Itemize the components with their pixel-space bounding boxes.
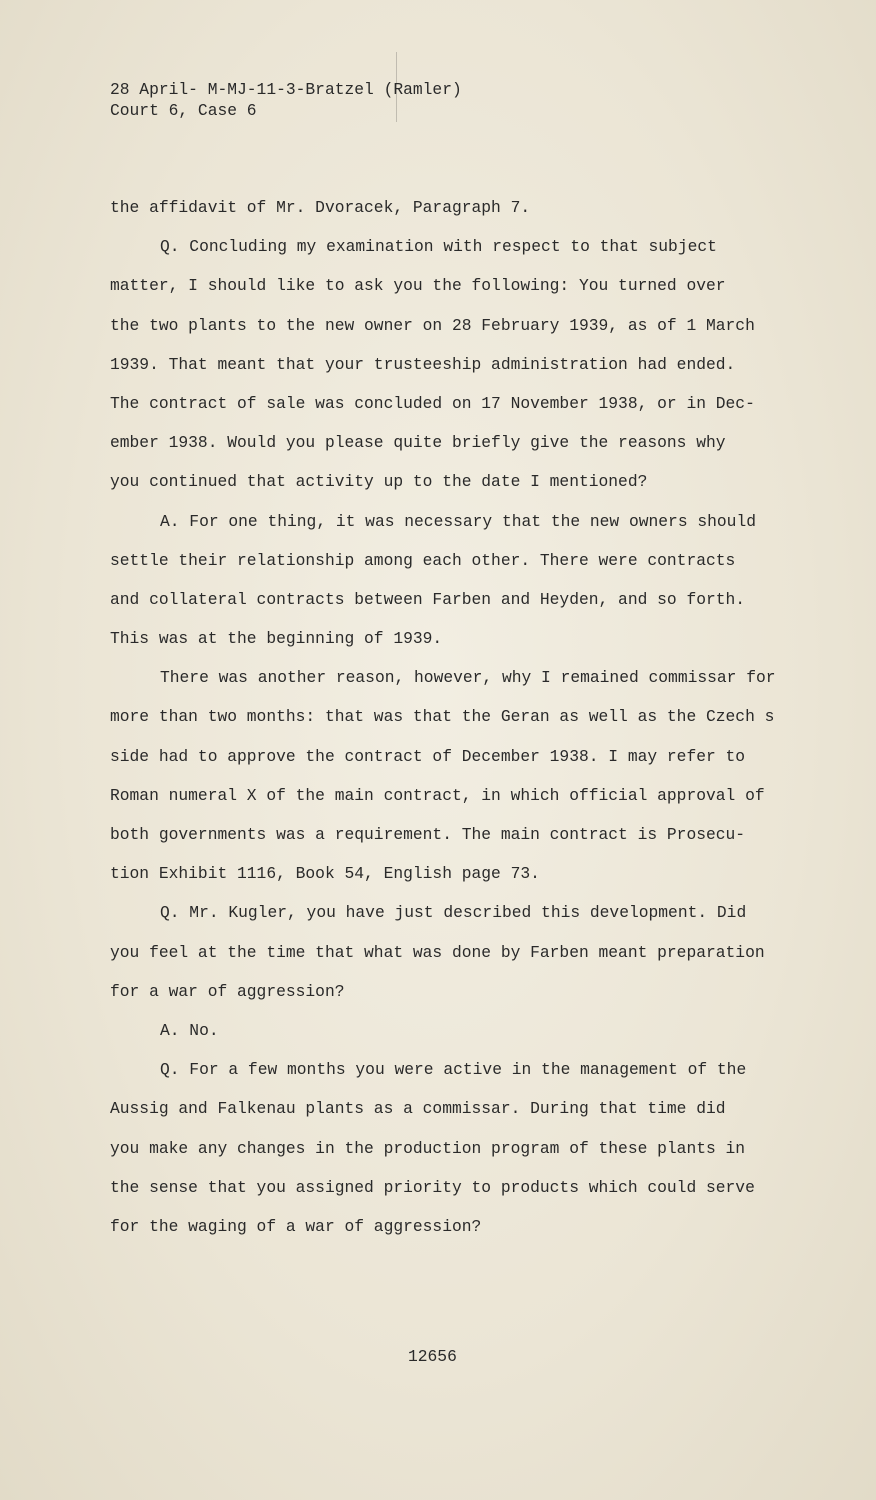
transcript-line: the affidavit of Mr. Dvoracek, Paragraph 7. [110, 198, 531, 217]
transcript-line: ember 1938. Would you please quite briefly give the reasons why [110, 433, 726, 453]
transcript-line: the sense that you assigned priority to products which could serve [110, 1177, 755, 1197]
transcript-line: Roman numeral X of the main contract, in which official approval of [110, 785, 765, 805]
transcript-line: tion Exhibit 1116, Book 54, English page 73. [110, 864, 540, 884]
transcript-line: both governments was a requirement. The main contract is Prosecu- [110, 825, 746, 844]
transcript-line: settle their relationship among each other. There were contracts [110, 550, 736, 570]
transcript-line: you continued that activity up to the date I mentioned? [110, 472, 648, 492]
transcript-line: you feel at the time that what was done by Farben meant preparation [110, 942, 765, 962]
transcript-line: you make any changes in the production program of these plants in [110, 1138, 746, 1158]
transcript-line: The contract of sale was concluded on 17 November 1938, or in Dec- [110, 393, 755, 413]
transcript-line: more than two months: that was that the Geran as well as the Czech s [110, 707, 775, 727]
header-line-1: 28 April- M-MJ-11-3-Bratzel (Ramler) [110, 80, 462, 99]
transcript-line: matter, I should like to ask you the following: You turned over [110, 276, 726, 296]
page-number: 12656 [408, 1347, 457, 1366]
transcript-line: A. No. [160, 1020, 219, 1040]
transcript-line: Q. For a few months you were active in the management of the [160, 1060, 747, 1080]
transcript-line: Q. Concluding my examination with respect to that subject [160, 237, 717, 257]
header-line-2: Court 6, Case 6 [110, 101, 257, 120]
transcript-line: and collateral contracts between Farben and Heyden, and so forth. [110, 589, 746, 609]
transcript-line: Aussig and Falkenau plants as a commissar. During that time did [110, 1099, 726, 1119]
transcript-line: This was at the beginning of 1939. [110, 629, 443, 649]
transcript-line: There was another reason, however, why I remained commissar for [160, 668, 776, 688]
transcript-line: for the waging of a war of aggression? [110, 1216, 482, 1236]
transcript-line: side had to approve the contract of December 1938. I may refer to [110, 746, 746, 766]
transcript-body [110, 194, 800, 1252]
document-header [110, 79, 462, 121]
transcript-line: 1939. That meant that your trusteeship administration had ended. [110, 354, 736, 374]
transcript-line: A. For one thing, it was necessary that the new owners should [160, 511, 756, 531]
transcript-line: Q. Mr. Kugler, you have just described this development. Did [160, 903, 747, 923]
transcript-line: for a war of aggression? [110, 981, 345, 1001]
transcript-line: the two plants to the new owner on 28 February 1939, as of 1 March [110, 315, 755, 335]
